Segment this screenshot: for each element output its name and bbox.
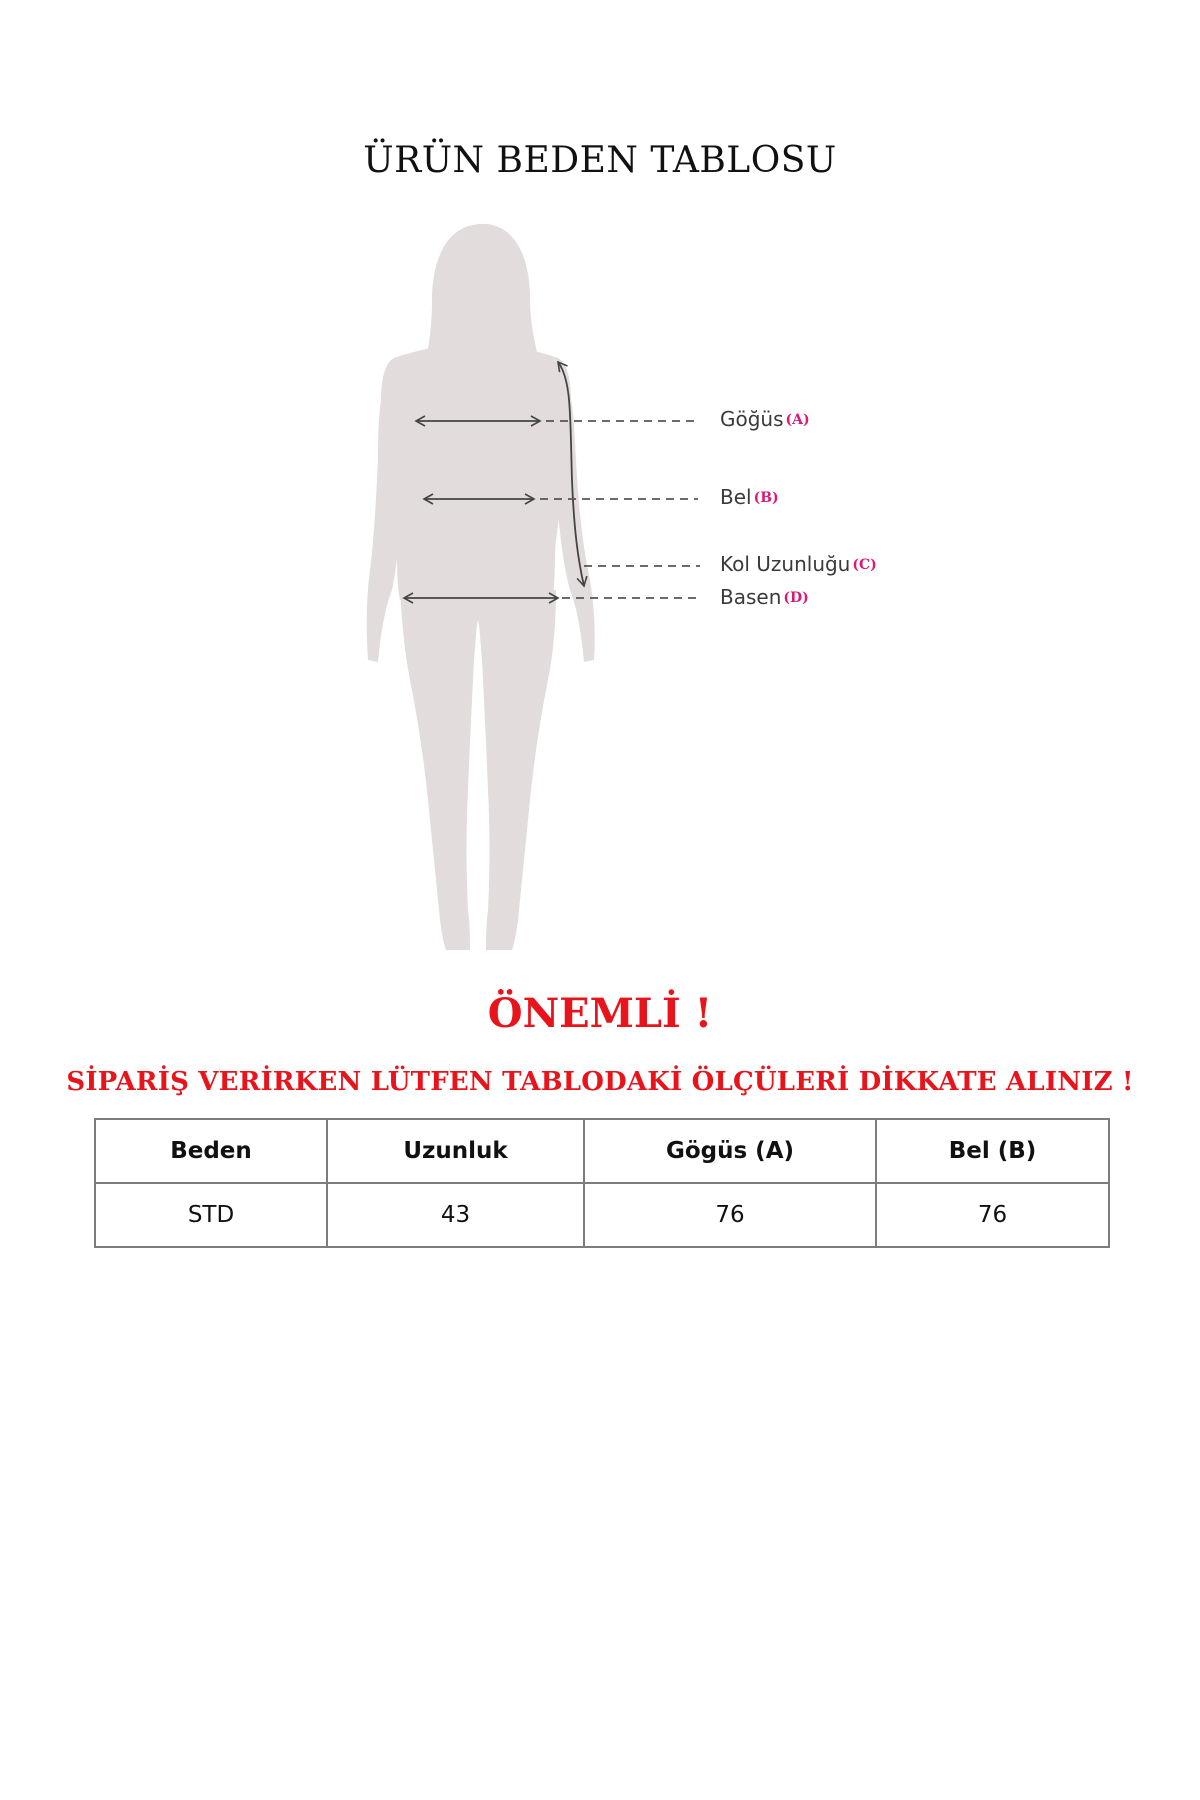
measurement-code: (C): [852, 557, 877, 573]
page-title: ÜRÜN BEDEN TABLOSU: [363, 140, 837, 181]
table-row: [95, 1183, 1109, 1247]
table-cell: 76: [584, 1183, 876, 1247]
table-header-cell: Gögüs (A): [584, 1119, 876, 1183]
measurement-code: (A): [785, 412, 810, 428]
notice-text: SİPARİŞ VERİRKEN LÜTFEN TABLODAKİ ÖLÇÜLERİ DİKKATE ALINIZ !: [66, 1067, 1134, 1097]
size-table: [94, 1118, 1110, 1248]
measurement-label-hip: [720, 585, 809, 609]
table-cell: STD: [95, 1183, 327, 1247]
table-cell: 76: [876, 1183, 1109, 1247]
table-header-cell: Bel (B): [876, 1119, 1109, 1183]
measurement-name: Kol Uzunluğu: [720, 552, 851, 576]
table-cell: 43: [327, 1183, 584, 1247]
table-header-row: [95, 1119, 1109, 1183]
measurement-name: Basen: [720, 585, 782, 609]
measurement-name: Göğüs: [720, 407, 784, 431]
measurement-label-chest: [720, 407, 810, 431]
table-header-cell: Uzunluk: [327, 1119, 584, 1183]
measurement-name: Bel: [720, 485, 752, 509]
measurement-code: (B): [753, 490, 779, 506]
silhouette-shape: [367, 224, 595, 950]
notice-title: ÖNEMLİ !: [487, 990, 713, 1037]
measurement-label-waist: [720, 485, 779, 509]
table-header-cell: Beden: [95, 1119, 327, 1183]
measurement-label-sleeve: [720, 552, 877, 576]
measurement-code: (D): [783, 590, 809, 606]
